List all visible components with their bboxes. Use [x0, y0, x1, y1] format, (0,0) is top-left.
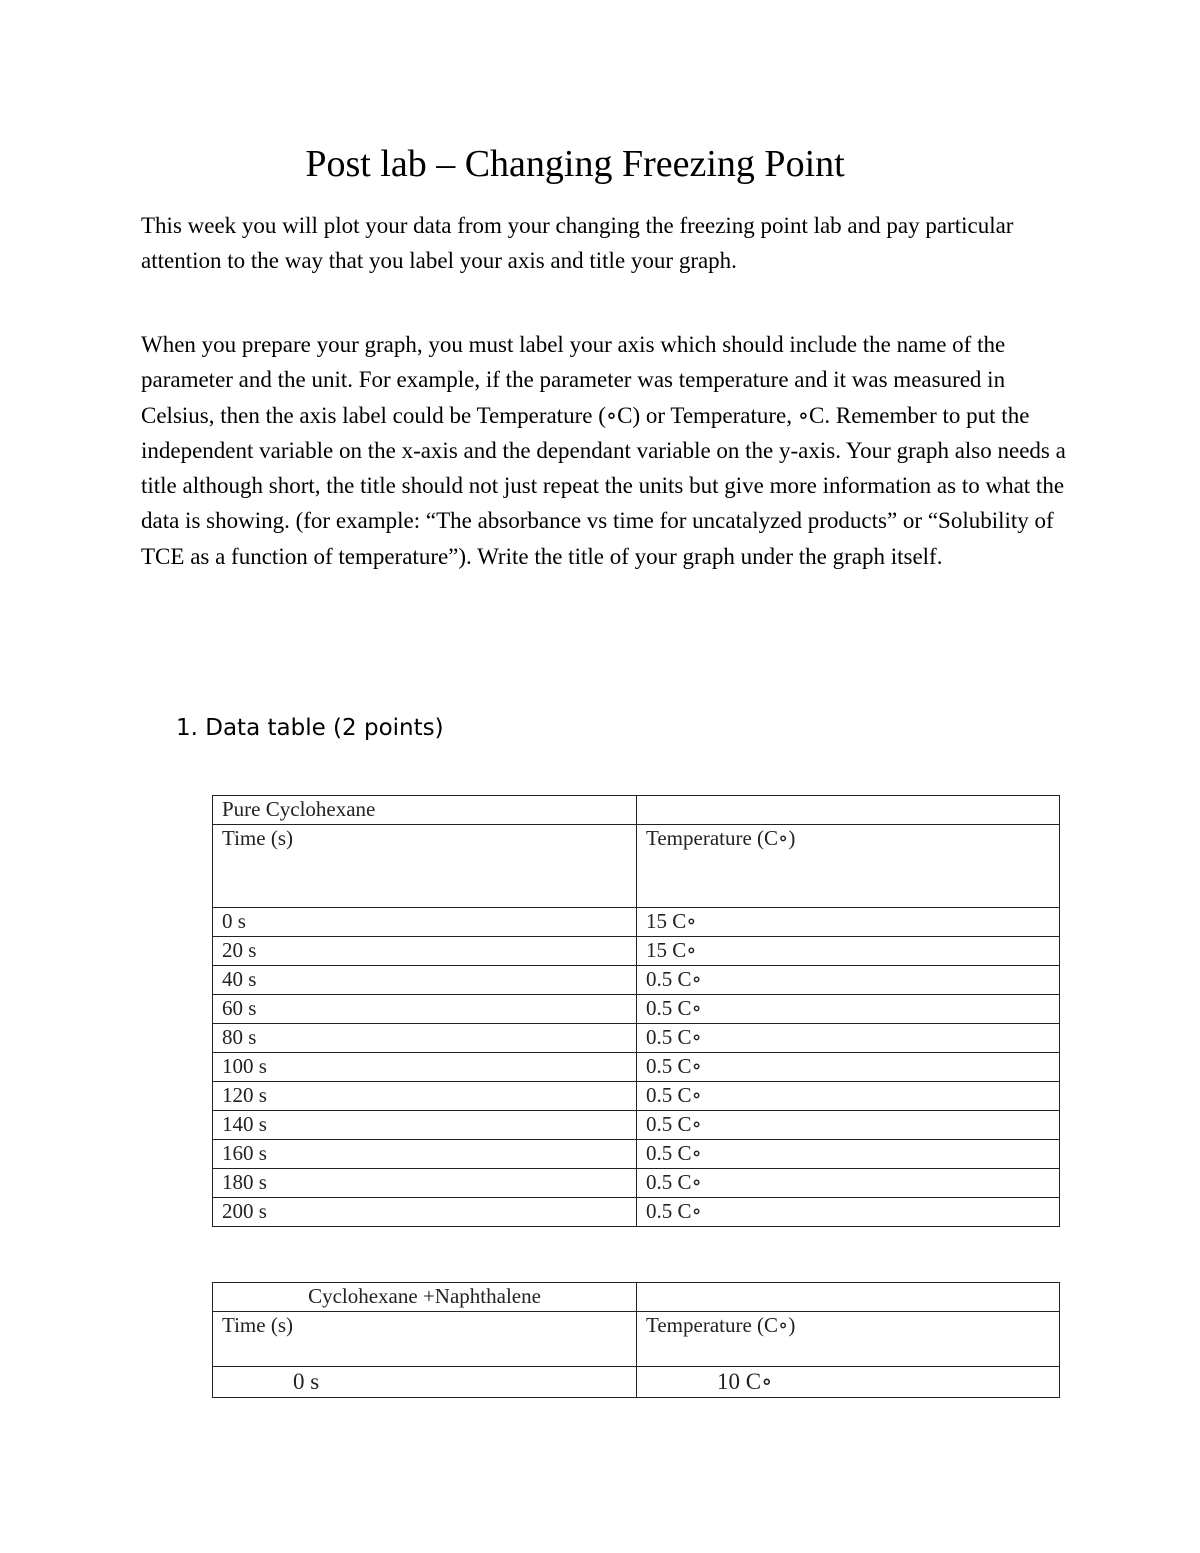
table-row	[213, 1198, 1060, 1227]
time-cell: 160 s	[213, 1140, 637, 1169]
time-cell: 40 s	[213, 966, 637, 995]
column-header-time: Time (s)	[213, 825, 637, 908]
temperature-cell: 0.5 C∘	[637, 966, 1060, 995]
table-caption-row	[213, 796, 1060, 825]
temperature-cell: 0.5 C∘	[637, 1111, 1060, 1140]
table-row	[213, 1367, 1060, 1398]
section-heading: 1. Data table (2 points)	[176, 715, 444, 741]
table-row	[213, 995, 1060, 1024]
table-row	[213, 966, 1060, 995]
instructions-paragraph: When you prepare your graph, you must label your axis which should include the name of the parameter and the unit. For example, if the parameter was temperature and it was measured in Celsius, then the axis label could be Temperature (∘C) or Temperature, ∘C. Remember to put the independent variable on the x-axis and the dependant variable on the y-axis. Your graph also needs a title although short, the title should not just repeat the units but give more information as to what the data is showing. (for example: “The absorbance vs time for uncatalyzed products” or “Solubility of TCE as a function of temperature”). Write the title of your graph under the graph itself.	[141, 332, 1066, 569]
temperature-cell: 0.5 C∘	[637, 1140, 1060, 1169]
temperature-cell: 0.5 C∘	[637, 1053, 1060, 1082]
temperature-cell: 15 C∘	[637, 908, 1060, 937]
temperature-cell: 0.5 C∘	[637, 1198, 1060, 1227]
time-cell: 180 s	[213, 1169, 637, 1198]
temperature-cell: 0.5 C∘	[637, 1082, 1060, 1111]
table-caption-row	[213, 1283, 1060, 1312]
column-header-temperature: Temperature (C∘)	[637, 825, 1060, 908]
table-row	[213, 1053, 1060, 1082]
table-caption: Cyclohexane +Naphthalene	[213, 1283, 637, 1312]
table-row	[213, 1169, 1060, 1198]
table-row	[213, 937, 1060, 966]
table-row	[213, 1024, 1060, 1053]
time-cell: 0 s	[213, 908, 637, 937]
table-row	[213, 1111, 1060, 1140]
time-cell: 80 s	[213, 1024, 637, 1053]
pure-cyclohexane-table	[212, 795, 1060, 1227]
time-cell: 140 s	[213, 1111, 637, 1140]
time-cell: 200 s	[213, 1198, 637, 1227]
table-header-row	[213, 825, 1060, 908]
page-title: Post lab – Changing Freezing Point	[305, 143, 845, 185]
column-header-time: Time (s)	[213, 1312, 637, 1367]
temperature-cell: 15 C∘	[637, 937, 1060, 966]
time-cell: 0 s	[213, 1367, 637, 1398]
time-cell: 60 s	[213, 995, 637, 1024]
time-cell: 20 s	[213, 937, 637, 966]
table-header-row	[213, 1312, 1060, 1367]
table-row	[213, 908, 1060, 937]
temperature-cell: 10 C∘	[637, 1367, 1060, 1398]
empty-cell	[637, 796, 1060, 825]
temperature-cell: 0.5 C∘	[637, 995, 1060, 1024]
empty-cell	[637, 1283, 1060, 1312]
temperature-cell: 0.5 C∘	[637, 1169, 1060, 1198]
cyclohexane-naphthalene-table	[212, 1282, 1060, 1398]
intro-paragraph: This week you will plot your data from your changing the freezing point lab and pay particular attention to the way that you label your axis and title your graph.	[141, 213, 1014, 274]
column-header-temperature: Temperature (C∘)	[637, 1312, 1060, 1367]
table-row	[213, 1140, 1060, 1169]
temperature-cell: 0.5 C∘	[637, 1024, 1060, 1053]
time-cell: 100 s	[213, 1053, 637, 1082]
table-row	[213, 1082, 1060, 1111]
time-cell: 120 s	[213, 1082, 637, 1111]
table-caption: Pure Cyclohexane	[213, 796, 637, 825]
